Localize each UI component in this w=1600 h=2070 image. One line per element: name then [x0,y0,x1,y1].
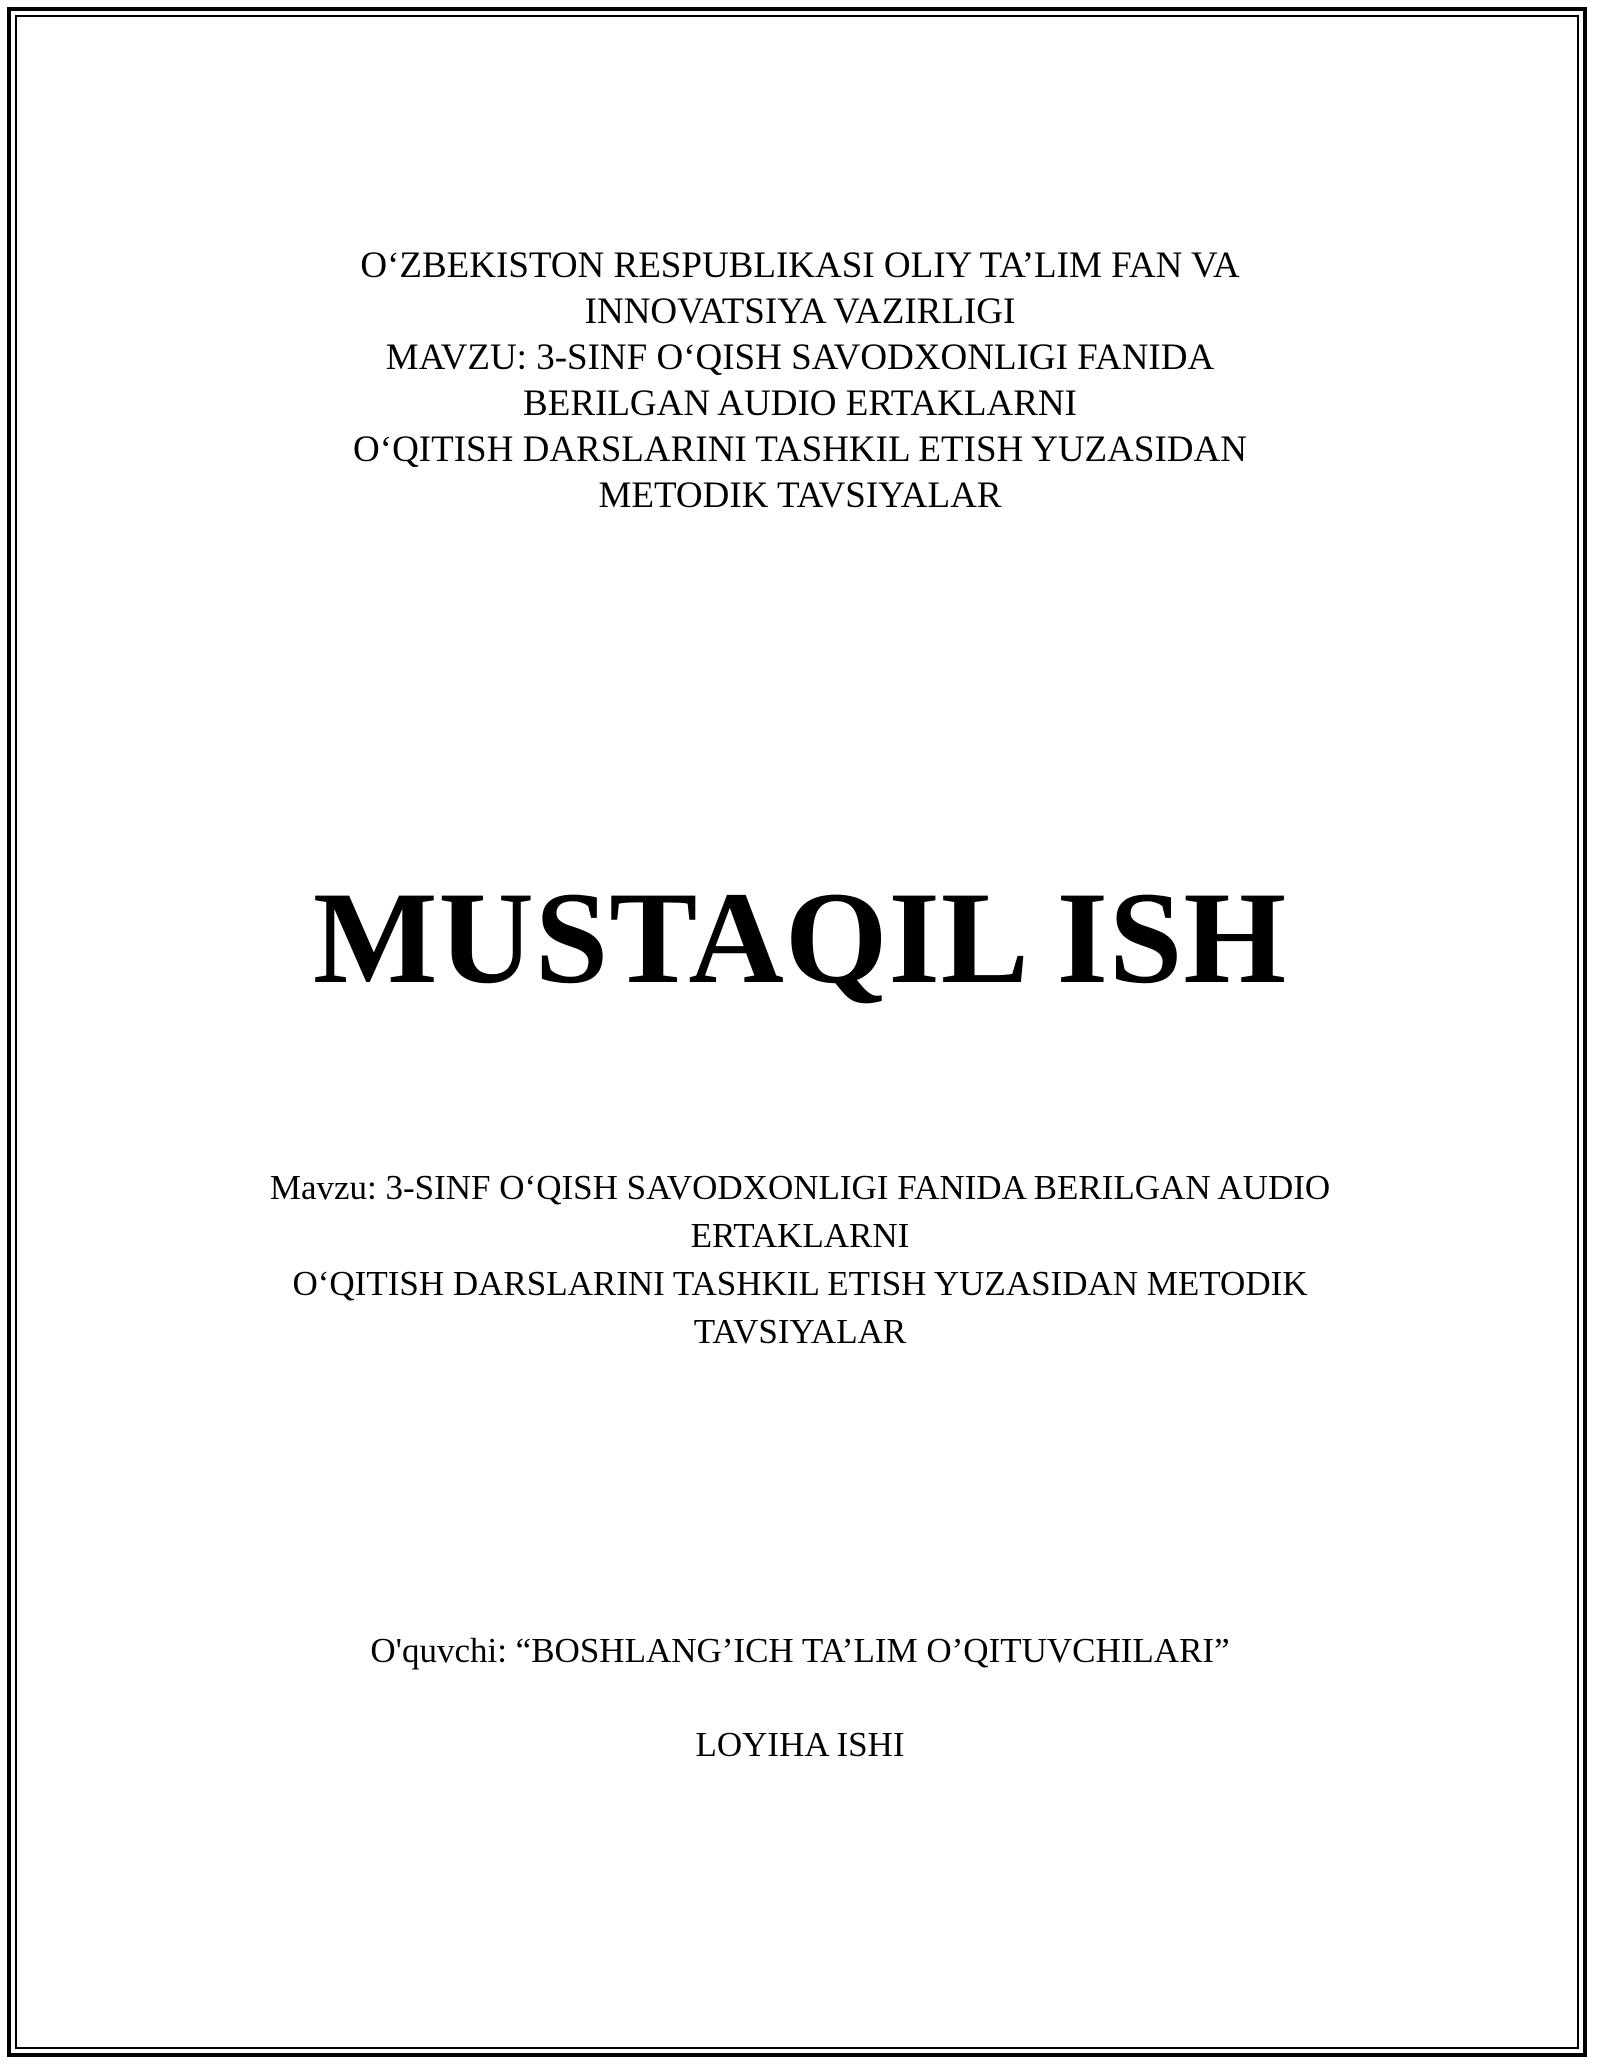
project-label: LOYIHA ISHI [695,1725,905,1764]
document-title: MUSTAQIL ISH [312,864,1288,1011]
header-line: O‘ZBEKISTON RESPUBLIKASI OLIY TA’LIM FAN VA [360,245,1240,286]
topic-line: O‘QITISH DARSLARINI TASHKIL ETISH YUZASIDAN METODIK [292,1264,1308,1303]
topic-line: Mavzu: 3-SINF O‘QISH SAVODXONLIGI FANIDA BERILGAN AUDIO [269,1168,1331,1207]
topic-line: TAVSIYALAR [693,1312,907,1351]
header-line: BERILGAN AUDIO ERTAKLARNI [523,383,1077,424]
ministry-header [0,243,1600,519]
header-line: METODIK TAVSIYALAR [598,475,1002,516]
topic-line: ERTAKLARNI [690,1216,910,1255]
header-line: O‘QITISH DARSLARINI TASHKIL ETISH YUZASIDAN [353,429,1247,470]
student-line: O'quvchi: “BOSHLANG’ICH TA’LIM O’QITUVCHILARI” [370,1631,1230,1670]
topic-block [0,1164,1600,1356]
header-line: INNOVATSIYA VAZIRLIGI [584,291,1016,332]
header-line: MAVZU: 3-SINF O‘QISH SAVODXONLIGI FANIDA [385,337,1215,378]
